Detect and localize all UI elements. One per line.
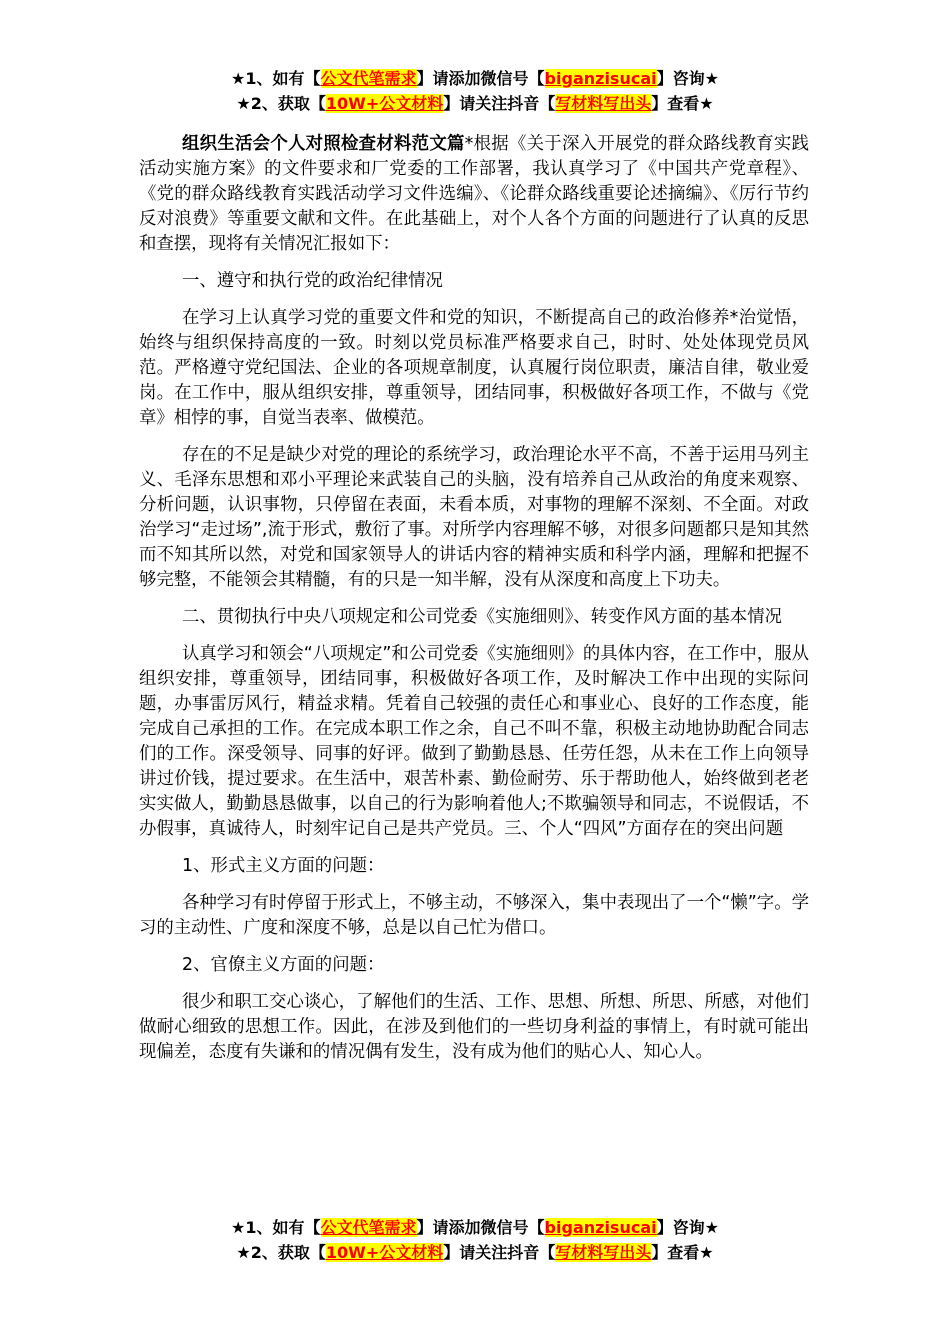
subsection-heading: 1、形式主义方面的问题： [182, 856, 385, 876]
intro-paragraph [139, 132, 809, 257]
promo-highlight[interactable]: biganzisucai [544, 1218, 657, 1237]
promo-banner-top [0, 66, 950, 116]
promo-text: ★1、如有【 [231, 69, 321, 88]
promo-highlight[interactable]: 写材料写出头 [555, 1243, 652, 1262]
promo-line-1 [0, 66, 950, 91]
promo-text: 】咨询★ [656, 69, 719, 88]
body-paragraph: 在学习上认真学习党的重要文件和党的知识，不断提高自己的政治修养*治觉悟，始终与组织保持高度的一致。时刻以党员标准严格要求自己，时时、处处体现党员风范。严格遵守党纪国法、企业的各项规章制度，认真履行岗位职责，廉洁自律，敬业爱岗。在工作中，服从组织安排，尊重领导，团结同事，积极做好各项工作，不做与《党章》相悖的事，自觉当表率、做模范。 [139, 308, 809, 428]
promo-text: ★1、如有【 [231, 1218, 321, 1237]
body-paragraph: 各种学习有时停留于形式上，不够主动，不够深入，集中表现出了一个“懒”字。学习的主动性、广度和深度不够，总是以自己忙为借口。 [139, 893, 809, 938]
promo-text: ★2、获取【 [236, 94, 326, 113]
promo-line-2 [0, 91, 950, 116]
promo-text: 】咨询★ [656, 1218, 719, 1237]
document-body [139, 132, 809, 1077]
body-paragraph: 存在的不足是缺少对党的理论的系统学习，政治理论水平不高，不善于运用马列主义、毛泽东思想和邓小平理论来武装自己的头脑，没有培养自己从政治的角度来观察、分析问题，认识事物，只停留在表面，未看本质，对事物的理解不深刻、不全面。对政治学习“走过场”,流于形式，敷衍了事。对所学内容理解不够，对很多问题都只是知其然而不知其所以然，对党和国家领导人的讲话内容的精神实质和科学内涵，理解和把握不够完整，不能领会其精髓，有的只是一知半解，没有从深度和高度上下功夫。 [139, 445, 809, 590]
promo-text: 】查看★ [651, 1243, 714, 1262]
promo-banner-bottom [0, 1215, 950, 1265]
promo-highlight[interactable]: 公文代笔需求 [320, 69, 417, 88]
body-paragraph: 很少和职工交心谈心，了解他们的生活、工作、思想、所想、所思、所感，对他们做耐心细致的思想工作。因此，在涉及到他们的一些切身利益的事情上，有时就可能出现偏差，态度有失谦和的情况偶有发生，没有成为他们的贴心人、知心人。 [139, 992, 809, 1062]
promo-text: 】查看★ [651, 94, 714, 113]
body-paragraph: 认真学习和领会“八项规定”和公司党委《实施细则》的具体内容，在工作中，服从组织安排，尊重领导，团结同事，积极做好各项工作，及时解决工作中出现的实际问题，办事雷厉风行，精益求精。凭着自己较强的责任心和事业心、良好的工作态度，能完成自己承担的工作。在完成本职工作之余，自己不叫不靠，积极主动地协助配合同志们的工作。深受领导、同事的好评。做到了勤勤恳恳、任劳任怨，从未在工作上向领导讲过价钱，提过要求。在生活中，艰苦朴素、勤俭耐劳、乐于帮助他人，始终做到老老实实做人，勤勤恳恳做事，以自己的行为影响着他人;不欺骗领导和同志，不说假话，不办假事，真诚待人，时刻牢记自己是共产党员。三、个人“四风”方面存在的突出问题 [139, 644, 809, 839]
promo-highlight[interactable]: biganzisucai [544, 69, 657, 88]
promo-text: 】请关注抖音【 [443, 94, 556, 113]
promo-highlight[interactable]: 公文代笔需求 [320, 1218, 417, 1237]
promo-line-1 [0, 1215, 950, 1240]
section-heading: 二、贯彻执行中央八项规定和公司党委《实施细则》、转变作风方面的基本情况 [182, 607, 782, 627]
promo-highlight[interactable]: 写材料写出头 [555, 94, 652, 113]
promo-text: 】请添加微信号【 [416, 1218, 545, 1237]
promo-highlight[interactable]: 10W+公文材料 [325, 1243, 444, 1262]
promo-line-2 [0, 1240, 950, 1265]
promo-text: 】请关注抖音【 [443, 1243, 556, 1262]
promo-text: ★2、获取【 [236, 1243, 326, 1262]
subsection-heading: 2、官僚主义方面的问题： [182, 955, 385, 975]
promo-highlight[interactable]: 10W+公文材料 [325, 94, 444, 113]
intro-text: *根据《关于深入开展党的群众路线教育实践活动实施方案》的文件要求和厂党委的工作部署，我认真学习了《中国共产党章程》、《党的群众路线教育实践活动学习文件选编》、《论群众路线重要论述摘编》、《厉行节约反对浪费》等重要文献和文件。在此基础上，对个人各个方面的问题进行了认真的反思和查摆，现将有关情况汇报如下： [139, 134, 809, 254]
section-heading: 一、遵守和执行党的政治纪律情况 [182, 271, 443, 291]
promo-text: 】请添加微信号【 [416, 69, 545, 88]
document-title: 组织生活会个人对照检查材料范文篇 [182, 134, 465, 154]
